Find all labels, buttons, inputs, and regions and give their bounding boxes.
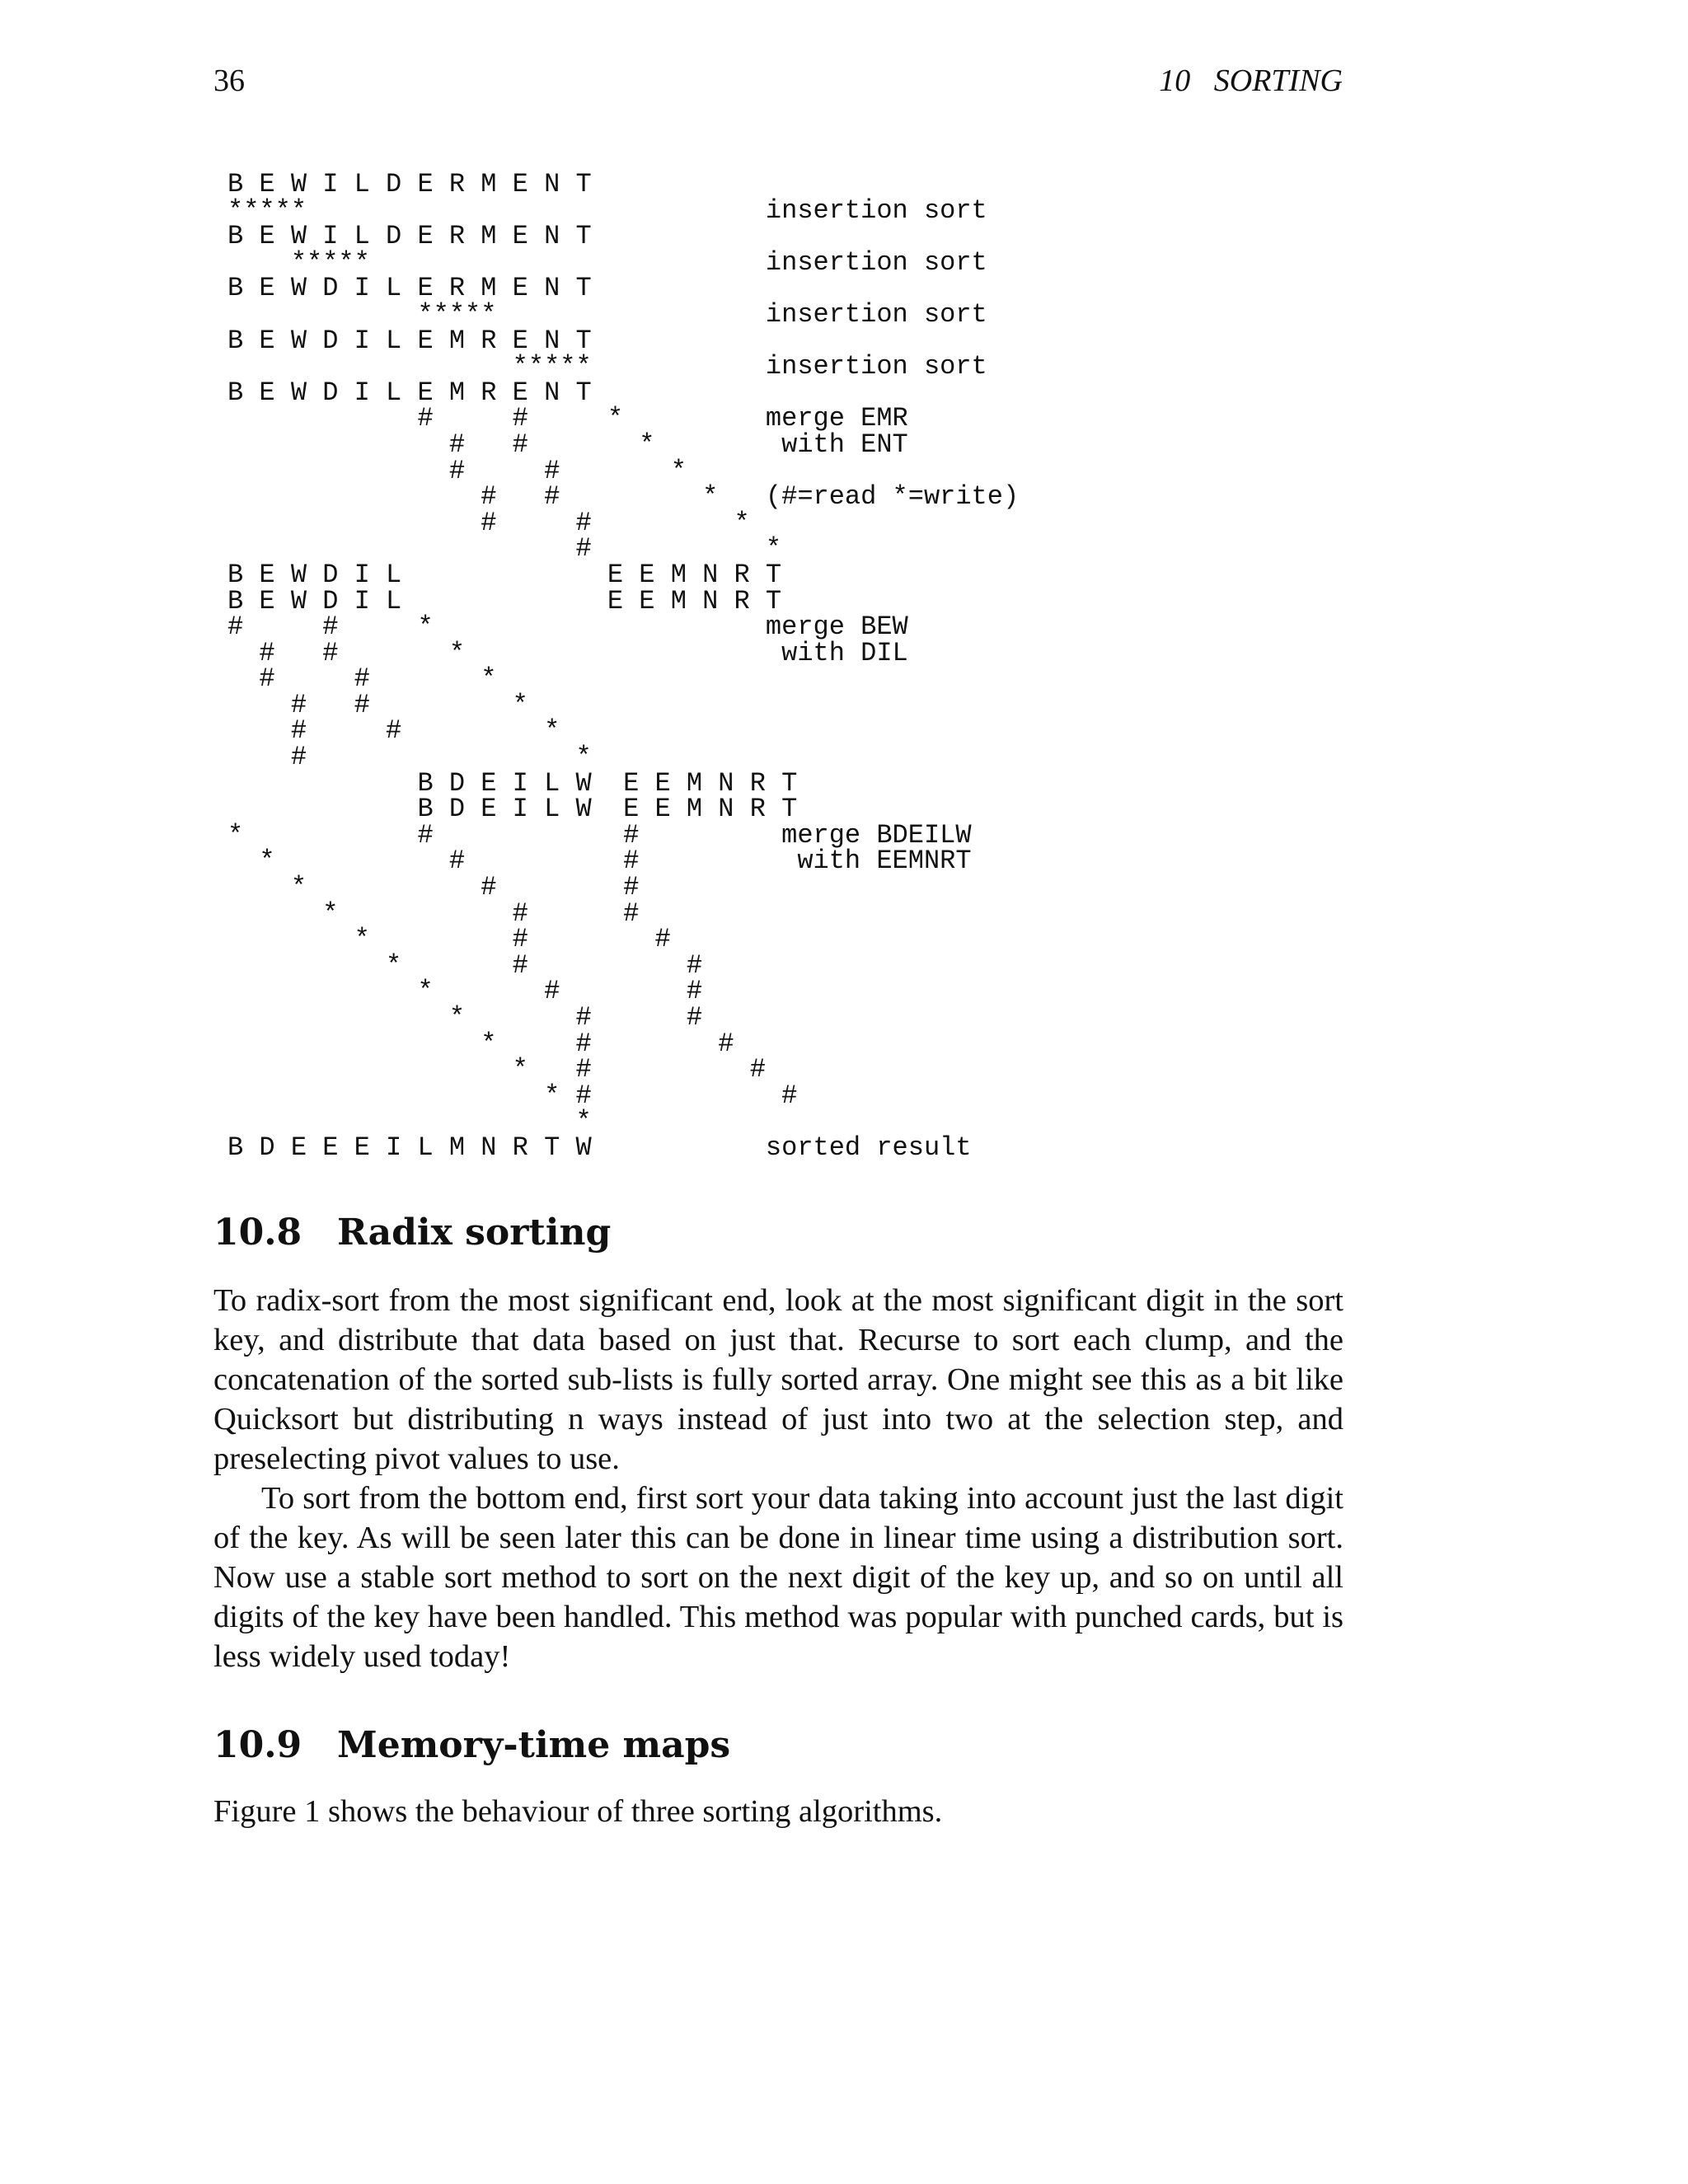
trace-line: * <box>227 1106 592 1137</box>
trace-line: # # * with ENT <box>227 429 908 460</box>
section-number: 10.8 <box>213 1212 302 1254</box>
trace-line: B E W I L D E R M E N T <box>227 169 592 199</box>
memory-time-paragraph: Figure 1 shows the behaviour of three sorting algorithms. <box>213 1794 943 1829</box>
trace-line: * # # <box>227 924 671 955</box>
trace-line: * # # <box>227 872 640 903</box>
merge-sort-trace <box>227 171 1019 1161</box>
trace-line: B E W D I L E M R E N T <box>227 377 592 408</box>
trace-line: B E W D I L E M R E N T <box>227 325 592 356</box>
trace-line: B E W D I L E E M N R T <box>227 585 782 616</box>
section-number: 10.9 <box>213 1724 302 1766</box>
trace-line: B D E I L W E E M N R T <box>227 767 798 799</box>
trace-line: * # # <box>227 1054 766 1085</box>
trace-line: * # # <box>227 1028 734 1059</box>
running-header-title: 10 SORTING <box>1159 63 1343 98</box>
section-heading-radix-sorting <box>213 1212 611 1254</box>
trace-line: # * <box>227 742 592 773</box>
trace-line: # # * <box>227 689 528 720</box>
trace-line: * # # <box>227 949 703 981</box>
trace-line: # # * merge EMR <box>227 403 908 434</box>
trace-line: * # # <box>227 976 703 1007</box>
section-title: Radix sorting <box>337 1212 612 1254</box>
trace-line: # * <box>227 533 782 565</box>
trace-line: # # * merge BEW <box>227 612 908 643</box>
trace-line: # # * <box>227 455 687 486</box>
trace-line: # # * <box>227 663 497 695</box>
trace-line: B D E E E I L M N R T W sorted result <box>227 1132 972 1163</box>
radix-paragraph-2: To sort from the bottom end, first sort your data taking into account just the last digit of the key. As will be seen later this can be done in linear time using a distribution sort. Now use a stable sort method to sort on the next digit of the key up, and so on until all digits of the key have been handled. This method was popular with punched cards, but is less widely used today! <box>213 1481 1343 1674</box>
trace-line: # # * with DIL <box>227 637 908 668</box>
trace-line: # # * <box>227 715 560 747</box>
trace-line: B E W D I L E E M N R T <box>227 559 782 590</box>
trace-line: # # * (#=read *=write) <box>227 481 1020 513</box>
trace-line: * # # with EEMNRT <box>227 846 972 877</box>
section-heading-memory-time-maps <box>213 1724 730 1766</box>
trace-line: ***** insertion sort <box>227 298 987 330</box>
trace-line: B D E I L W E E M N R T <box>227 794 798 825</box>
radix-paragraph-1: To radix-sort from the most significant end, look at the most significant digit in the sort key, and distribute that data based on just that. Recurse to sort each clump, and the concatenation of the sorted sub-lists is fully sorted array. One might see this as a bit like Quicksort but distributing n ways instead of just into two at the selection step, and preselecting pivot values to use. <box>213 1283 1343 1476</box>
trace-line: * # # <box>227 1080 798 1111</box>
trace-line: * # # merge BDEILW <box>227 819 972 851</box>
trace-line: ***** insertion sort <box>227 246 987 278</box>
trace-line: ***** insertion sort <box>227 351 987 382</box>
trace-line: B E W I L D E R M E N T <box>227 221 592 252</box>
trace-line: # # * <box>227 507 750 538</box>
page-number: 36 <box>213 63 245 98</box>
trace-line: ***** insertion sort <box>227 194 987 226</box>
trace-line: * # # <box>227 1002 703 1033</box>
trace-line: B E W D I L E R M E N T <box>227 273 592 304</box>
section-title: Memory-time maps <box>337 1724 731 1766</box>
trace-line: * # # <box>227 898 640 929</box>
